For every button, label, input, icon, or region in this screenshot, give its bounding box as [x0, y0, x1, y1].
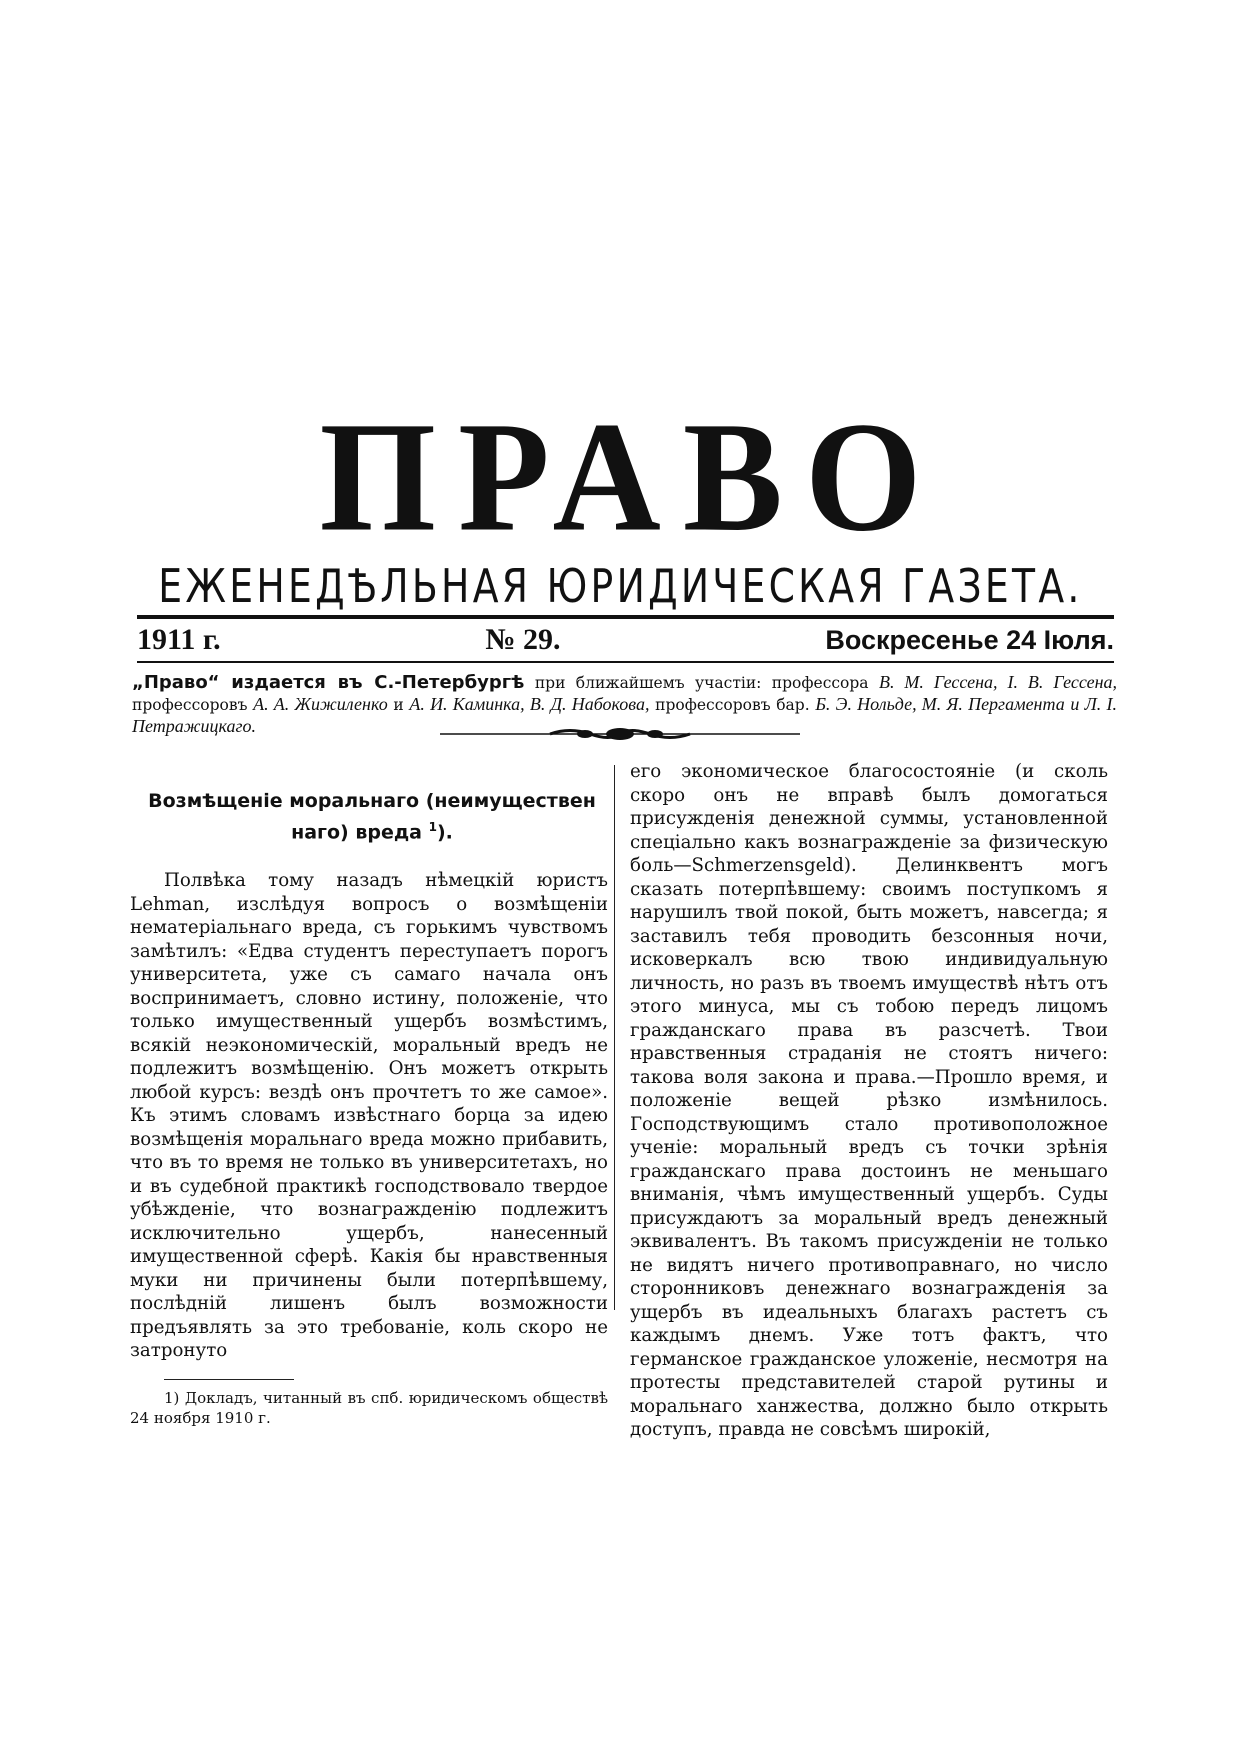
newspaper-subtitle: ЕЖЕНЕДѢЛЬНАЯ ЮРИДИЧЕСКАЯ ГАЗЕТА. [158, 559, 1083, 613]
publisher-names: В. М. Гессена, І. В. Гессена, [878, 672, 1117, 692]
publisher-lead: „Право“ издается въ С.-Петербургѣ [132, 672, 525, 693]
masthead [0, 389, 1241, 614]
article-right-column [630, 760, 1108, 1442]
publisher-names: Б. Э. Нольде, М. Я. Пергамента [815, 694, 1065, 714]
article-heading-tail: ). [436, 821, 453, 844]
publisher-names: А. А. Жижиленко [253, 694, 388, 714]
issue-year: 1911 г. [137, 623, 221, 656]
footnote-ref: 1 [428, 820, 437, 834]
article-heading-text: Возмѣщеніе моральнаго (неимуществен наго) вреда [148, 790, 596, 844]
article-paragraph-continued: его экономическое благосостояніе (и сколь скоро онъ не вправѣ былъ домогаться присужденія денежной суммы, установленной спеціально какъ вознагражденіе за физическую боль—Schmerzensgeld). Делинквентъ могъ сказать потерпѣвшему: своимъ поступкомъ я нарушилъ твой покой, быть можетъ, навсегда; я заставилъ тебя проводить безсонныя ночи, исковеркалъ всю твою индивидуальную личность, но разъ въ твоемъ имуществѣ нѣтъ отъ этого минуса, мы съ тобою передъ лицомъ гражданскаго права въ разсчетѣ. Твои нравственныя страданія не стоятъ ничего: такова воля закона и права.—Прошло время, и положеніе вещей рѣзко измѣнилось. Господствующимъ стало противоположное ученіе: моральный вредъ съ точки зрѣнія гражданскаго права достоинъ не меньшаго вниманія, чѣмъ имущественный ущербъ. Суды присуждаютъ за моральный вредъ денежный эквивалентъ. Въ такомъ присужденіи не только не видятъ ничего противоправнаго, но число сторонниковъ денежнаго вознагражденія за ущербъ въ идеальныхъ благахъ растетъ съ каждымъ днемъ. Уже тотъ фактъ, что германское гражданское уложеніе, несмотря на протесты представителей старой рутины и моральнаго ханжества, должно было открыть доступъ, правда не совсѣмъ широкій, [630, 761, 1108, 1440]
article-left-column [130, 760, 608, 1428]
publisher-text: профессоровъ бар. [649, 696, 816, 714]
column-divider [614, 765, 615, 1310]
publisher-names: А. И. Каминка, В. Д. Набокова, [409, 694, 650, 714]
publisher-text: профессоровъ [132, 696, 254, 714]
newspaper-title: ПРАВО [319, 389, 944, 565]
publisher-text: при ближайшемъ участіи: профессора [524, 674, 879, 692]
article-heading [130, 788, 608, 845]
footnote-rule [164, 1379, 294, 1380]
issue-number: № 29. [485, 623, 561, 656]
publisher-text: и [387, 696, 410, 714]
article-paragraph: Полвѣка тому назадъ нѣмецкій юристъ Lehman, изслѣдуя вопросъ о возмѣщеніи нематеріальнаго вреда, съ горькимъ чувствомъ замѣтилъ: «Едва студентъ переступаетъ порогъ университета, уже съ самаго начала онъ воспринимаетъ, словно истину, положеніе, что только имущественный ущербъ возмѣстимъ, всякій неэкономическій, моральный вредъ не подлежитъ возмѣщенію. Онъ можетъ открыть любой курсъ: вездѣ онъ прочтетъ то же самое». Къ этимъ словамъ извѣстнаго борца за идею возмѣщенія моральнаго вреда можно прибавить, что въ то время не только въ университетахъ, но и въ судебной практикѣ господствовало твердое убѣжденіе, что вознагражденію подлежитъ исключительно ущербъ, нанесенный имущественной сферѣ. Какія бы нравственныя муки ни причинены были потерпѣвшему, послѣдній лишенъ былъ возможности предъявлять за это требованіе, коль скоро не затронуто [130, 870, 608, 1362]
issue-bar [137, 615, 1114, 663]
ornament-divider [440, 725, 800, 743]
publisher-names: и Л. І. Петражицкаго. [132, 694, 1117, 736]
issue-date: Воскресенье 24 Іюля. [825, 624, 1114, 655]
footnote: 1) Докладъ, читанный въ спб. юридическомъ обществѣ 24 ноября 1910 г. [130, 1388, 608, 1427]
